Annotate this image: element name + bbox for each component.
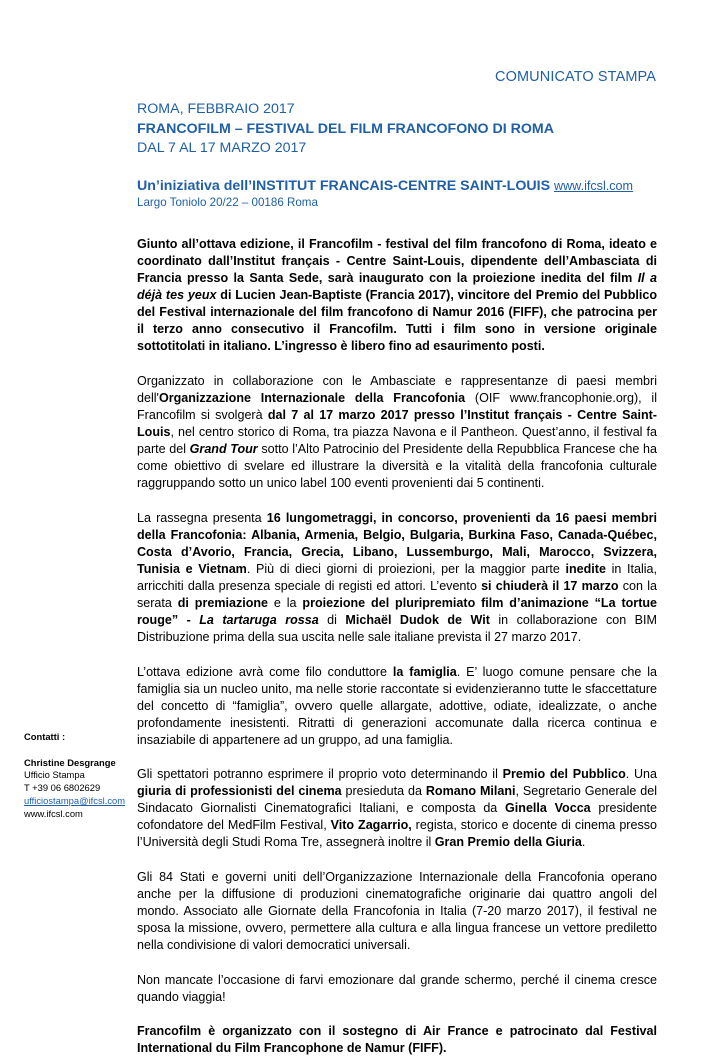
p4-text-c: . E’ luogo comune pensare che la famiglia sia un nucleo unito, ma nelle storie raccontate si evidenzieranno tutte le sfaccettature del concetto di “famiglia”, ovvero quelle allargate, adottive, odiate, idealizzate, o anche profondamente inesistenti. Ritratti di generazioni accomunate dalla ricerca continua e insaziabile di appartenere ad un gruppo, ad una famiglia.: [137, 664, 658, 747]
p3-text-e: in Italia, arricchiti dalla presenza speciale di registi ed attori. L’evento: [137, 561, 657, 593]
p4-theme: la famiglia: [392, 664, 457, 679]
address: Largo Toniolo 20/22 – 00186 Roma: [137, 196, 318, 209]
paragraph-jury: [137, 766, 657, 851]
festival-title: FRANCOFILM – FESTIVAL DEL FILM FRANCOFONO DI ROMA: [137, 120, 554, 137]
p2-dates-venue: dal 7 al 17 marzo 2017 presso l’Institut français - Centre Saint-Louis: [137, 407, 657, 439]
p3-film-italian-title: La tartaruga rossa: [199, 612, 319, 627]
p3-inedite: inedite: [565, 561, 606, 576]
press-release-label: COMUNICATO STAMPA: [495, 69, 656, 85]
contacts-spacer: [24, 744, 134, 757]
p3-director: Michaël Dudok de Wit: [345, 612, 490, 627]
p2-text-e: , nel centro storico di Roma, tra piazza Navona e il Pantheon. Quest’anno, il festival fa parte del: [137, 424, 657, 457]
p2-text-a: Organizzato in collaborazione con le Ambasciate e rappresentanze di paesi membri dell': [137, 373, 657, 405]
contact-email-link[interactable]: ufficiostampa@ifcsl.com: [24, 794, 126, 806]
p5-jury-president: Romano Milani: [425, 784, 516, 799]
p5-jury: giuria di professionisti del cinema: [137, 784, 342, 799]
p1-film-title: Il a déjà tes yeux: [137, 271, 658, 303]
p5-text-a: Gli spettatori potranno esprimere il proprio voto determinando il: [137, 767, 503, 782]
paragraph-francophonie: Gli 84 Stati e governi uniti dell’Organizzazione Internazionale della Francofonia operano anche per la diffusione di produzioni cinematografiche originarie dai quattro angoli del mondo. Associato alle Giornate della Francofonia in Italia (7-20 marzo 2017), il festival ne sposa la missione, ovvero, permettere alla cultura e alla lingua francese un vettore prediletto nella condivisione di valori democratici universali.: [137, 870, 657, 953]
paragraph-intro: [137, 236, 657, 355]
p3-film-screening: proiezione del pluripremiato film d’animazione “La tortue rouge” -: [137, 595, 658, 627]
p2-text-g: sotto l’Alto Patrocinio del Presidente della Repubblica Francese che ha come obiettivo di svelare ed illustrare la diversità e la vitalità della francofonia culturale raggruppando sotto un unico label 100 eventi provenienti dai 5 continenti.: [137, 442, 657, 491]
p5-juror-zagarrio: Vito Zagarrio,: [330, 818, 412, 833]
initiative-line: [137, 177, 697, 196]
header-date: ROMA, FEBBRAIO 2017: [137, 101, 295, 117]
paragraph-sponsors: Francofilm è organizzato con il sostegno di Air France e patrocinato dal Festival International du Film Francophone de Namur (FIFF).: [137, 1024, 657, 1056]
contact-name: Christine Desgrange: [24, 756, 116, 768]
p3-closing-date: si chiuderà il 17 marzo: [481, 578, 619, 593]
p3-text-a: La rassegna presenta: [137, 510, 267, 525]
contact-phone: T +39 06 6802629: [24, 782, 101, 794]
festival-dates: DAL 7 AL 17 MARZO 2017: [137, 140, 307, 156]
website-link[interactable]: www.ifcsl.com: [553, 179, 634, 193]
paragraph-organization: [137, 373, 657, 492]
p1-text-c: di Lucien Jean-Baptiste (Francia 2017), vincitore del Premio del Pubblico del Festival internazionale del film francofono di Namur 2016 (FIFF), che patrocina per il terzo anno consecutivo il Francofilm. Tutti i film sono in versione originale sottotitolati in italiano. L’ingresso è libero fino ad esaurimento posti.: [137, 288, 657, 354]
p5-text-m: .: [581, 835, 586, 850]
p2-oif: Organizzazione Internazionale della Francofonia: [158, 390, 466, 405]
p5-juror-vocca: Ginella Vocca: [505, 801, 591, 816]
p5-grand-prize: Gran Premio della Giuria: [434, 835, 582, 850]
paragraph-program: [137, 510, 657, 646]
p2-text-c: (OIF www.francophonie.org), il Francofilm si svolgerà: [137, 390, 657, 422]
contact-website: www.ifcsl.com: [24, 807, 83, 819]
p5-text-g: , Segretario Generale del Sindacato Giornalisti Cinematografici Italiani, e composta da: [137, 784, 657, 816]
p5-text-i: presidente cofondatore del MedFilm Festival,: [137, 801, 657, 833]
initiative-text: Un’iniziativa dell’INSTITUT FRANCAIS-CENTRE SAINT-LOUIS: [137, 178, 551, 194]
p5-text-e: presieduta da: [341, 784, 426, 799]
contact-role: Ufficio Stampa: [24, 769, 85, 781]
paragraph-invitation: Non mancate l’occasione di farvi emozionare dal grande schermo, perché il cinema cresce quando viaggia!: [137, 972, 657, 1004]
p3-text-l: di: [318, 612, 346, 627]
p3-films-countries: 16 lungometraggi, in concorso, provenienti da 16 paesi membri della Francofonia: Albania, Armenia, Belgio, Bulgaria, Burkina Faso, Canada-Québec, Costa d’Avorio, Francia, Grecia, Libano, Lussemburgo, Mali, Marocco, Svizzera, Tunisia e Vietnam: [137, 510, 657, 576]
press-release-body: [137, 236, 657, 1057]
p3-text-i: e la: [268, 595, 303, 610]
p3-text-n: in collaborazione con BIM Distribuzione prima della sua uscita nelle sale italiane prevista il 27 marzo 2017.: [137, 612, 657, 644]
p5-text-k: regista, storico e docente di cinema presso l’Università degli Studi Roma Tre, assegnerà inoltre il: [137, 818, 657, 850]
p2-grand-tour: Grand Tour: [189, 442, 258, 457]
p5-text-c: . Una: [625, 767, 657, 782]
contacts-block: [24, 731, 134, 821]
p1-text-a: Giunto all’ottava edizione, il Francofilm - festival del film francofono di Roma, ideato e coordinato dall’Institut français - Centre Saint-Louis, dipendente dell’Ambasciata di Francia presso la Santa Sede, sarà inaugurato con la proiezione inedita del film: [137, 237, 657, 286]
p3-text-g: con la serata: [137, 578, 657, 610]
p4-text-a: L’ottava edizione avrà come filo conduttore: [137, 664, 393, 679]
p3-premiazione: di premiazione: [177, 595, 269, 610]
p5-audience-award: Premio del Pubblico: [502, 767, 626, 782]
contacts-title: Contatti :: [24, 731, 66, 742]
paragraph-theme: [137, 664, 657, 749]
header-block: [137, 100, 657, 159]
p3-text-c: . Più di dieci giorni di proiezioni, per la maggior parte: [246, 561, 566, 576]
